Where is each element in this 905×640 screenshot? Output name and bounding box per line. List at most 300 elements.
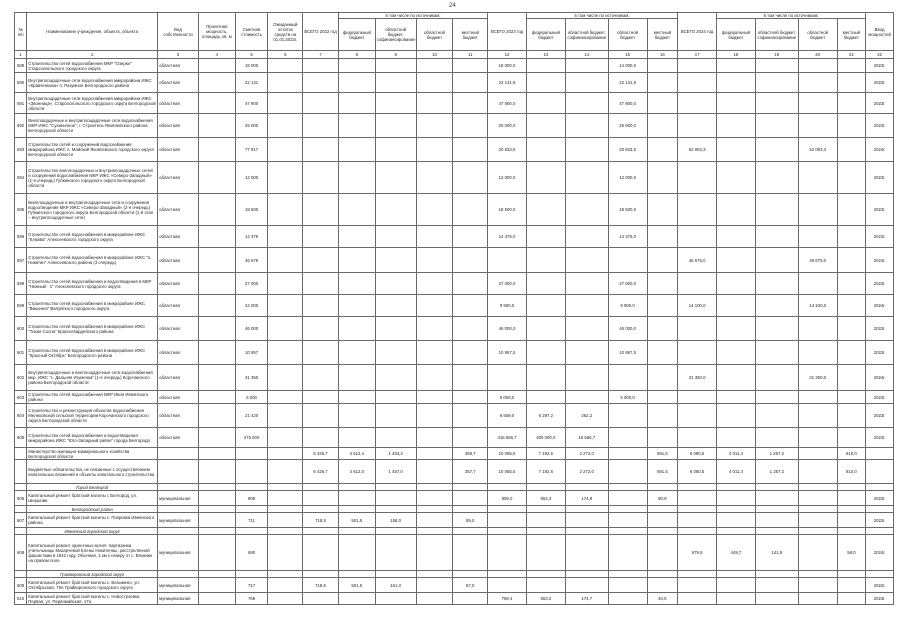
group-header: в том числе по источникам: — [717, 13, 866, 19]
row-number: 602 — [15, 365, 27, 391]
table-cell — [338, 114, 375, 138]
table-cell — [268, 138, 303, 162]
table-cell — [303, 535, 339, 571]
column-number: 7 — [303, 51, 339, 59]
object-name: Строительство сетей водоснабжения и водоотведения микрорайона ИЖС "Юго-Западный район" города Белгорода — [27, 428, 158, 448]
table-cell — [866, 484, 894, 491]
table-cell: 22 131,9 — [488, 73, 527, 93]
table-cell — [755, 506, 798, 513]
table-cell: 4 612,4 — [338, 448, 375, 460]
table-cell — [526, 93, 565, 114]
table-cell — [268, 428, 303, 448]
commissioning-year: 2023г. — [866, 391, 894, 404]
table-cell — [526, 114, 565, 138]
table-cell — [526, 317, 565, 341]
table-cell — [303, 273, 339, 295]
table-cell: 718,5 — [303, 513, 339, 528]
table-cell — [453, 365, 488, 391]
table-cell: 14 375,0 — [608, 226, 647, 248]
column-number: 13 — [526, 51, 565, 59]
row-number: 590 — [15, 73, 27, 93]
table-cell — [837, 578, 866, 593]
table-cell: 358,7 — [453, 448, 488, 460]
table-cell: 141,9 — [755, 535, 798, 571]
table-cell — [198, 59, 235, 73]
table-cell — [678, 593, 717, 605]
table-cell — [526, 226, 565, 248]
table-cell: 18 500,0 — [488, 194, 527, 226]
table-cell — [303, 428, 339, 448]
table-cell — [755, 341, 798, 365]
table-cell: 14 375,0 — [488, 226, 527, 248]
table-row — [15, 59, 894, 73]
table-cell — [488, 506, 527, 513]
table-cell — [837, 59, 866, 73]
table-cell — [755, 226, 798, 248]
table-cell: 18 000 — [235, 59, 268, 73]
table-cell — [303, 317, 339, 341]
table-cell — [338, 391, 375, 404]
table-cell — [678, 428, 717, 448]
table-cell — [526, 484, 565, 491]
object-name: Капитальный ремонт братской могилы с. Покровка Ивнянского района — [27, 513, 158, 528]
table-cell — [565, 59, 608, 73]
table-cell: 12 000,0 — [608, 162, 647, 194]
object-name: Строительство сетей и сооружений водоснабжения микрорайона ИЖС п. Майский Яковлевского городского округа Белгородской области — [27, 138, 158, 162]
table-cell — [565, 73, 608, 93]
col-header: Ожидаемый остаток средств на 01.01.2022г. — [268, 13, 303, 51]
table-row — [15, 341, 894, 365]
commissioning-year: 2022г. — [866, 578, 894, 593]
table-cell: 57,0 — [453, 578, 488, 593]
table-cell — [798, 460, 837, 484]
table-row — [15, 273, 894, 295]
table-cell — [198, 194, 235, 226]
table-row — [15, 593, 894, 605]
table-cell — [717, 528, 756, 535]
table-cell — [526, 248, 565, 273]
table-cell — [717, 59, 756, 73]
table-row — [15, 162, 894, 194]
table-cell — [416, 428, 453, 448]
table-cell — [416, 578, 453, 593]
table-cell — [647, 248, 678, 273]
table-row — [15, 93, 894, 114]
table-cell — [647, 513, 678, 528]
table-cell — [416, 506, 453, 513]
column-number-row — [15, 51, 894, 59]
table-cell: 18 000,0 — [488, 59, 527, 73]
table-cell — [488, 248, 527, 273]
row-number: 595 — [15, 194, 27, 226]
table-cell — [526, 535, 565, 571]
table-cell — [375, 162, 416, 194]
table-cell — [375, 365, 416, 391]
row-number: 603 — [15, 391, 27, 404]
table-cell — [678, 506, 717, 513]
table-row — [15, 295, 894, 317]
table-cell — [565, 528, 608, 535]
table-cell — [303, 491, 339, 506]
table-cell: 52 083,3 — [798, 138, 837, 162]
table-cell: 58,0 — [837, 535, 866, 571]
table-cell — [453, 491, 488, 506]
table-cell — [837, 73, 866, 93]
table-cell — [375, 248, 416, 273]
table-cell — [755, 491, 798, 506]
table-cell — [235, 448, 268, 460]
table-cell — [488, 578, 527, 593]
table-cell — [488, 535, 527, 571]
table-cell: 16 666,7 — [565, 428, 608, 448]
table-cell — [565, 484, 608, 491]
table-cell — [198, 248, 235, 273]
table-cell — [837, 317, 866, 341]
ownership-type — [158, 448, 199, 460]
table-cell — [338, 571, 375, 578]
table-cell: 1 453,4 — [375, 448, 416, 460]
table-cell: 25 000,0 — [488, 114, 527, 138]
table-cell: 5 000 — [235, 391, 268, 404]
table-cell: 47 900,0 — [488, 93, 527, 114]
table-cell — [678, 484, 717, 491]
section-cell-empty — [15, 571, 27, 578]
table-cell — [375, 317, 416, 341]
ownership-type: областная — [158, 59, 199, 73]
col-header: местный бюджет — [647, 19, 678, 51]
table-cell: 20 833,5 — [608, 138, 647, 162]
table-cell — [837, 506, 866, 513]
table-cell — [717, 341, 756, 365]
table-cell — [453, 194, 488, 226]
table-cell — [647, 578, 678, 593]
object-name: Строительство сетей водоснабжения в микрорайоне ИЖС "Красный Октябрь" Белгородского района — [27, 341, 158, 365]
table-cell — [647, 535, 678, 571]
table-cell: 449,7 — [717, 535, 756, 571]
column-number: 6 — [268, 51, 303, 59]
table-cell — [375, 226, 416, 248]
table-cell — [647, 114, 678, 138]
table-cell — [158, 571, 199, 578]
commissioning-year: 2023г. — [866, 73, 894, 93]
row-number: 591 — [15, 93, 27, 114]
col-header: местный бюджет — [453, 19, 488, 51]
table-row — [15, 194, 894, 226]
table-row — [15, 428, 894, 448]
commissioning-year: 2024г. — [866, 295, 894, 317]
table-cell: 553,2 — [526, 593, 565, 605]
table-cell — [608, 365, 647, 391]
ownership-type: областная — [158, 248, 199, 273]
table-cell — [453, 317, 488, 341]
table-cell: 12 000,0 — [488, 162, 527, 194]
table-cell — [837, 273, 866, 295]
table-cell — [453, 391, 488, 404]
table-cell — [268, 578, 303, 593]
column-number: 14 — [565, 51, 608, 59]
table-cell — [303, 404, 339, 428]
object-name: Внутриплощадочные сети водоснабжения микрорайона ИЖС «Кравченкова» п. Разумное Белгородского района — [27, 73, 158, 93]
table-cell: 46 675,0 — [798, 248, 837, 273]
table-cell — [198, 226, 235, 248]
table-cell — [798, 404, 837, 428]
table-cell — [268, 295, 303, 317]
table-cell: 6 080,5 — [678, 460, 717, 484]
table-cell — [416, 295, 453, 317]
section-row — [15, 484, 894, 491]
object-name: Внутриплощадочные и внеплощадочные сети водоснабжения мкр. ИЖС "с. Дальняя Игуменка" (1-я очередь) Корочанского района Белгородской области — [27, 365, 158, 391]
table-cell — [647, 571, 678, 578]
row-number: 609 — [15, 578, 27, 593]
ownership-type — [158, 460, 199, 484]
table-cell — [837, 484, 866, 491]
table-cell — [453, 484, 488, 491]
table-cell — [268, 248, 303, 273]
column-number: 15 — [608, 51, 647, 59]
column-number: 11 — [453, 51, 488, 59]
table-cell — [526, 59, 565, 73]
section-cell-empty — [15, 506, 27, 513]
table-cell: 47 900 — [235, 93, 268, 114]
object-name: Капитальный ремонт братской могилы с. Новостроевка Первая, ул. Первомайская, 17а — [27, 593, 158, 605]
table-cell: 809,0 — [488, 491, 527, 506]
table-cell — [235, 506, 268, 513]
column-number: 5 — [235, 51, 268, 59]
commissioning-year: 2022г. — [866, 513, 894, 528]
row-number: 596 — [15, 226, 27, 248]
table-cell: 31 350,0 — [798, 365, 837, 391]
col-header: федеральный бюджет — [338, 19, 375, 51]
table-cell — [488, 365, 527, 391]
table-cell — [717, 226, 756, 248]
table-cell: 400 000,0 — [526, 428, 565, 448]
table-row — [15, 317, 894, 341]
table-body — [15, 59, 894, 605]
table-cell: 718,5 — [303, 578, 339, 593]
table-cell — [678, 491, 717, 506]
row-number: 597 — [15, 248, 27, 273]
table-cell — [453, 273, 488, 295]
table-cell — [866, 571, 894, 578]
table-cell — [798, 341, 837, 365]
table-cell — [198, 93, 235, 114]
table-cell — [338, 194, 375, 226]
ownership-type: областная — [158, 391, 199, 404]
table-cell — [526, 162, 565, 194]
table-cell — [837, 138, 866, 162]
commissioning-year: 2023г. — [866, 491, 894, 506]
table-cell — [198, 404, 235, 428]
table-cell — [837, 391, 866, 404]
table-cell — [198, 571, 235, 578]
table-cell: 501,5 — [338, 578, 375, 593]
table-cell — [268, 404, 303, 428]
row-number: 601 — [15, 341, 27, 365]
row-number: 605 — [15, 428, 27, 448]
commissioning-year: 2023г. — [866, 341, 894, 365]
row-number: 600 — [15, 317, 27, 341]
table-cell — [647, 528, 678, 535]
column-number: 17 — [678, 51, 717, 59]
table-cell — [375, 428, 416, 448]
table-cell — [338, 593, 375, 605]
table-cell: 158,0 — [375, 513, 416, 528]
table-cell — [526, 295, 565, 317]
section-title: Город Белгород — [27, 484, 158, 491]
commissioning-year — [866, 460, 894, 484]
table-cell: 7 192,6 — [526, 448, 565, 460]
table-cell — [338, 226, 375, 248]
table-cell — [375, 295, 416, 317]
table-cell — [755, 248, 798, 273]
table-cell — [235, 484, 268, 491]
object-name: Строительство сетей водоснабжения МКР "Озерки" Старооскольского городского округа — [27, 59, 158, 73]
table-cell — [608, 491, 647, 506]
table-cell — [268, 593, 303, 605]
ownership-type: областная — [158, 114, 199, 138]
table-cell — [647, 295, 678, 317]
table-cell — [268, 317, 303, 341]
section-title: Белгородский район — [27, 506, 158, 513]
table-cell: 18 500,0 — [608, 194, 647, 226]
table-cell — [647, 404, 678, 428]
table-cell — [837, 513, 866, 528]
table-cell — [608, 535, 647, 571]
table-cell — [303, 138, 339, 162]
table-row — [15, 535, 894, 571]
table-cell — [416, 593, 453, 605]
table-cell: 22 131,9 — [608, 73, 647, 93]
table-cell: 31 350 — [235, 365, 268, 391]
table-cell — [453, 59, 488, 73]
table-cell: 591,5 — [647, 460, 678, 484]
col-header: областной бюджет, софинансирование — [375, 19, 416, 51]
table-cell — [453, 138, 488, 162]
table-cell: 10 957 — [235, 341, 268, 365]
table-row — [15, 226, 894, 248]
table-cell — [416, 73, 453, 93]
table-cell — [453, 73, 488, 93]
table-cell: 7 192,6 — [526, 460, 565, 484]
table-cell — [678, 226, 717, 248]
table-cell — [453, 593, 488, 605]
table-cell — [798, 428, 837, 448]
table-cell — [488, 484, 527, 491]
table-cell — [717, 391, 756, 404]
table-cell: 9 900,0 — [608, 295, 647, 317]
table-cell: 27 000,0 — [608, 273, 647, 295]
col-header: Проектная мощность, площадь, кв. м — [198, 13, 235, 51]
column-number: 16 — [647, 51, 678, 59]
table-cell — [717, 73, 756, 93]
table-cell — [416, 535, 453, 571]
table-cell — [526, 571, 565, 578]
table-cell: 4 612,0 — [338, 460, 375, 484]
ownership-type: муниципальная — [158, 578, 199, 593]
table-cell — [755, 93, 798, 114]
page-number: 24 — [449, 3, 456, 9]
ownership-type: областная — [158, 404, 199, 428]
table-cell — [453, 162, 488, 194]
table-cell — [608, 528, 647, 535]
table-cell — [755, 365, 798, 391]
table-cell — [717, 404, 756, 428]
table-cell — [303, 528, 339, 535]
column-number: 12 — [488, 51, 527, 59]
table-cell — [268, 93, 303, 114]
col-header: ВСЕГО 2023 год — [488, 13, 527, 51]
table-cell — [837, 365, 866, 391]
table-cell — [755, 114, 798, 138]
table-cell — [453, 93, 488, 114]
table-cell — [198, 295, 235, 317]
table-cell — [837, 93, 866, 114]
table-cell — [268, 513, 303, 528]
table-cell — [375, 484, 416, 491]
table-cell: 10 055,5 — [488, 448, 527, 460]
column-number: 20 — [798, 51, 837, 59]
table-cell — [375, 391, 416, 404]
table-row — [15, 138, 894, 162]
table-cell — [416, 226, 453, 248]
table-cell — [338, 138, 375, 162]
table-cell — [678, 162, 717, 194]
table-cell — [798, 391, 837, 404]
table-cell — [798, 273, 837, 295]
table-cell — [755, 484, 798, 491]
column-number: 3 — [158, 51, 199, 59]
table-cell — [608, 448, 647, 460]
table-cell — [303, 391, 339, 404]
table-cell — [198, 391, 235, 404]
row-number: 594 — [15, 162, 27, 194]
table-cell — [268, 59, 303, 73]
table-cell — [198, 365, 235, 391]
table-cell — [453, 295, 488, 317]
row-number — [15, 448, 27, 460]
table-cell — [647, 341, 678, 365]
table-cell — [268, 506, 303, 513]
ownership-type: областная — [158, 341, 199, 365]
table-cell — [608, 578, 647, 593]
table-cell: 4 011,4 — [717, 460, 756, 484]
table-cell — [678, 571, 717, 578]
commissioning-year: 2023г. — [866, 226, 894, 248]
table-cell — [198, 528, 235, 535]
object-name: Внеплощадочные и внутриплощадочные сети и сооружения водоотведения МКР ИЖС «Северо-Западный» (2-я очередь) Губкинского городского округа Белгородской области (1-й этап – внутриплощадочные сети) — [27, 194, 158, 226]
table-cell — [375, 506, 416, 513]
table-cell: 18 500 — [235, 194, 268, 226]
table-cell — [717, 93, 756, 114]
table-cell — [678, 391, 717, 404]
table-cell: 6 297,2 — [526, 404, 565, 428]
commissioning-year: 2023г. — [866, 273, 894, 295]
commissioning-year: 2023г. — [866, 404, 894, 428]
table-cell — [837, 341, 866, 365]
table-row — [15, 513, 894, 528]
table-cell: 12 000 — [235, 162, 268, 194]
table-cell — [717, 484, 756, 491]
table-cell — [488, 571, 527, 578]
table-cell — [268, 448, 303, 460]
table-cell: 680 — [235, 535, 268, 571]
row-number: 610 — [15, 593, 27, 605]
table-cell — [755, 317, 798, 341]
table-row — [15, 391, 894, 404]
table-cell — [453, 404, 488, 428]
table-cell — [268, 460, 303, 484]
table-cell — [837, 295, 866, 317]
